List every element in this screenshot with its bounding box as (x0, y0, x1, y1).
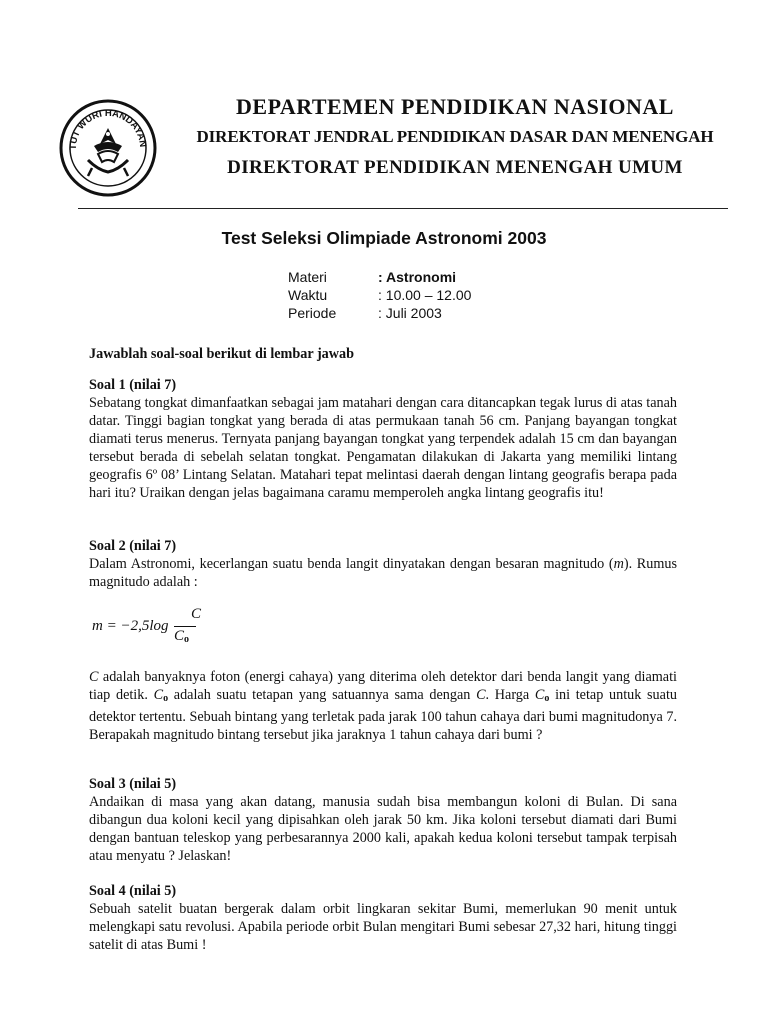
question-heading: Soal 3 (nilai 5) (89, 776, 177, 792)
variable-c: C (476, 687, 486, 703)
subscript: o (544, 693, 550, 704)
header-divider (78, 208, 728, 209)
variable-co: C (534, 687, 545, 703)
header-ministry: DEPARTEMEN PENDIDIKAN NASIONAL (236, 94, 674, 119)
text-run: . Harga (485, 687, 535, 703)
fraction-bar (174, 626, 196, 627)
meta-row-waktu (288, 286, 471, 304)
question-body: Andaikan di masa yang akan datang, manusia sudah bisa membangun koloni di Bulan. Di sana dibangun dua koloni kecil yang dipisahkan oleh jarak 50 km. Jika koloni tersebut diamati dari Bumi dengan bantuan teleskop yang perbesarannya 2000 kali, apakah kedua koloni tersebut tampak terpisah atau menyatu ? Jelaskan! (89, 794, 677, 864)
variable-co: C (153, 687, 164, 703)
question-1 (89, 376, 677, 502)
formula-numerator: C (190, 606, 201, 622)
instruction: Jawablah soal-soal berikut di lembar jawab (89, 346, 354, 362)
question-heading: Soal 1 (nilai 7) (89, 377, 177, 393)
question-body (89, 668, 677, 744)
question-4 (89, 882, 677, 954)
question-2 (89, 537, 677, 591)
meta-value: : Astronomi (378, 269, 457, 285)
meta-value: : 10.00 – 12.00 (378, 287, 472, 303)
formula-den-sub: o (184, 634, 190, 645)
tut-wuri-handayani-logo (58, 98, 158, 198)
document-title: Test Seleksi Olimpiade Astronomi 2003 (221, 228, 547, 248)
header-directorate: DIREKTORAT PENDIDIKAN MENENGAH UMUM (227, 157, 683, 178)
header-directorate-general: DIREKTORAT JENDRAL PENDIDIKAN DASAR DAN MENENGAH (196, 127, 714, 146)
exam-meta (288, 268, 471, 322)
magnitude-formula (92, 606, 292, 654)
text-run: ini tetap untuk suatu detektor tertentu. Sebuah bintang yang terletak pada jarak 100 tahun cahaya dari bumi magnitudonya 7. Berapakah magnitudo bintang tersebut jika jaraknya 1 tahun cahaya dari bumi ? (89, 687, 677, 743)
text-run: adalah banyaknya foton (energi cahaya) yang diterima oleh detektor dari benda langit yang diamati tiap detik. (89, 669, 677, 703)
meta-value: : Juli 2003 (378, 305, 442, 321)
meta-label: Materi (288, 269, 327, 285)
text-run: adalah suatu tetapan yang satuannya sama dengan (168, 687, 477, 703)
formula-den-c: C (174, 628, 185, 644)
subscript: o (163, 693, 169, 704)
variable-c: C (89, 669, 99, 685)
meta-row-materi (288, 268, 471, 286)
question-body (89, 555, 677, 591)
question-2-explanation (89, 668, 677, 744)
question-body: Sebatang tongkat dimanfaatkan sebagai jam matahari dengan cara ditancapkan tegak lurus di atas tanah datar. Tinggi bagian tongkat yang berada di atas permukaan tanah 56 cm. Panjang bayangan tongkat diamati terus menerus. Ternyata panjang bayangan tongkat yang terpendek adalah 15 cm dan bayangan tersebut berada di sebelah selatan tongkat. Pengamatan dilakukan di Jakarta yang memiliki lintang geografis 6º 08’ Lintang Selatan. Matahari tepat melintasi daerah dengan lintang geografis berapa pada hari itu? Uraikan dengan jelas bagaimana caramu memperoleh angka lintang geografis itu! (89, 395, 677, 501)
meta-label: Waktu (288, 287, 328, 303)
question-3 (89, 775, 677, 865)
question-body: Sebuah satelit buatan bergerak dalam orbit lingkaran sekitar Bumi, memerlukan 90 menit untuk melengkapi satu revolusi. Apabila periode orbit Bulan mengitari Bumi sebesar 27,32 hari, hitung tinggi satelit di atas Bumi ! (89, 901, 677, 953)
question-heading: Soal 4 (nilai 5) (89, 883, 177, 899)
text-run: Dalam Astronomi, kecerlangan suatu benda langit dinyatakan dengan besaran magnitudo ( (89, 556, 614, 572)
svg-text:TUT WURI HANDAYANI: TUT WURI HANDAYAN (67, 107, 149, 151)
question-heading: Soal 2 (nilai 7) (89, 538, 177, 554)
meta-row-periode (288, 304, 471, 322)
variable-m: m (613, 556, 624, 572)
formula-denominator (174, 628, 200, 645)
meta-label: Periode (288, 305, 337, 321)
formula-lhs: m = −2,5log (92, 618, 169, 634)
text-run: ). Rumus magnitudo adalah : (89, 556, 677, 590)
